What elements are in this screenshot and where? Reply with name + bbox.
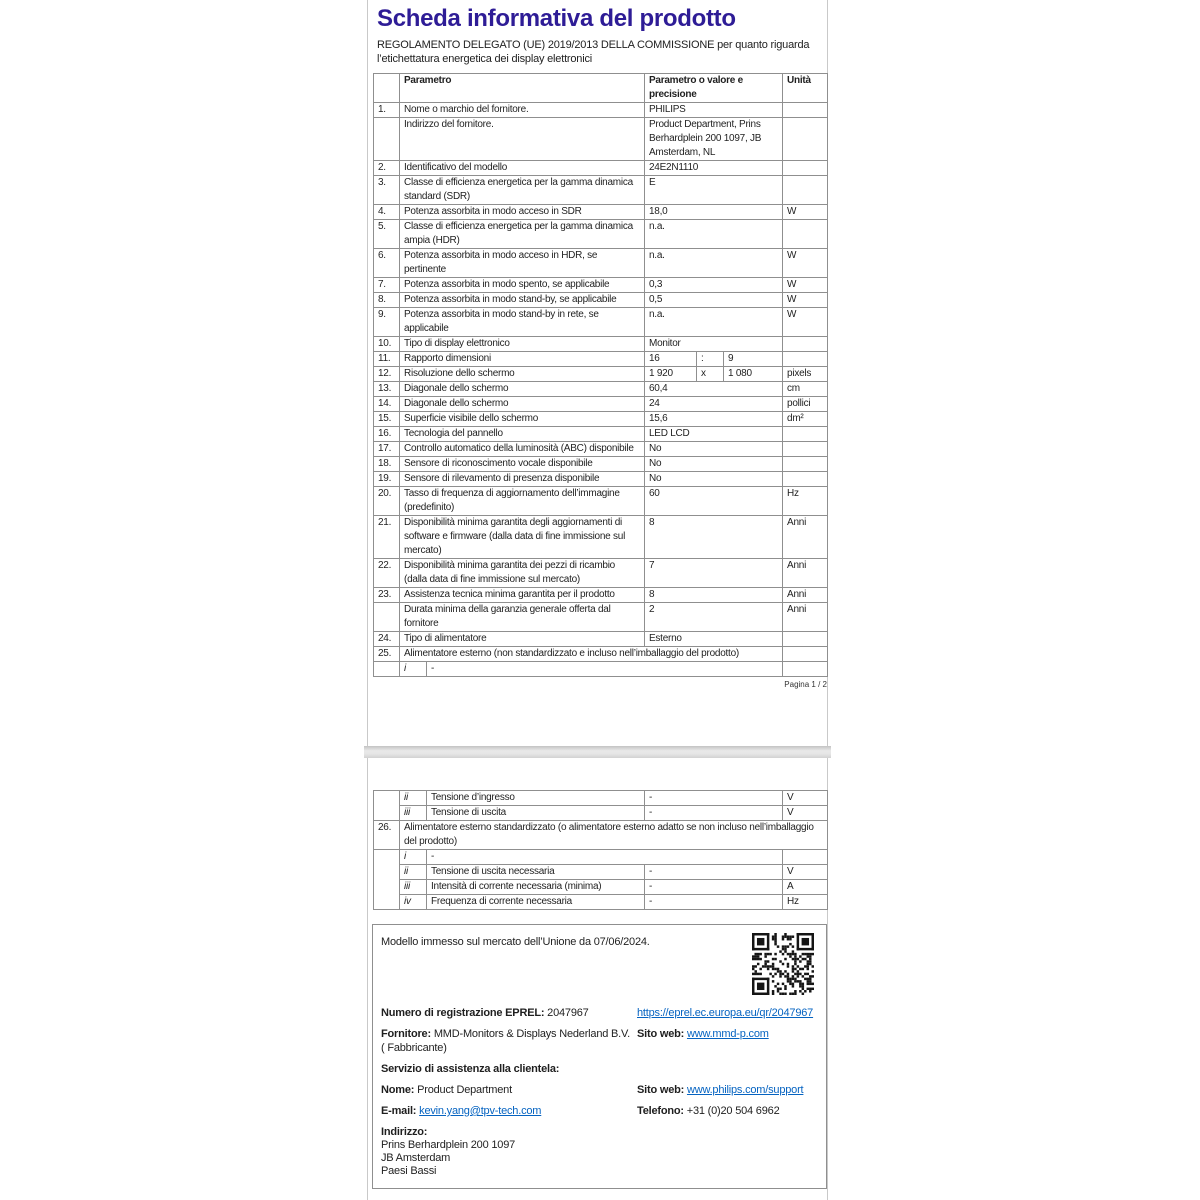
value-cell: No <box>645 472 783 487</box>
table-row <box>374 516 828 559</box>
row-num: 19. <box>374 472 400 487</box>
value-cell: - <box>427 662 783 677</box>
row-num <box>374 850 400 910</box>
param-cell: Potenza assorbita in modo acceso in HDR, se pertinente <box>400 249 645 278</box>
website1-label: Sito web: <box>637 1028 685 1040</box>
name-label: Nome: <box>381 1084 415 1096</box>
table-row <box>374 118 828 161</box>
eprel-label: Numero di registrazione EPREL: <box>381 1007 545 1019</box>
value-cell: 0,3 <box>645 278 783 293</box>
row-num: 23. <box>374 588 400 603</box>
address-line-1: Prins Berhardplein 200 1097 <box>381 1139 516 1151</box>
value-cell: 0,5 <box>645 293 783 308</box>
table-row <box>374 588 828 603</box>
phone-label: Telefono: <box>637 1105 684 1117</box>
row-num: 13. <box>374 382 400 397</box>
email-link[interactable]: kevin.yang@tpv-tech.com <box>419 1105 542 1117</box>
page-separator <box>364 746 831 758</box>
website1-cell <box>637 1027 818 1055</box>
value-cell: n.a. <box>645 308 783 337</box>
table-row <box>374 791 828 806</box>
page-title: Scheda informativa del prodotto <box>377 5 736 32</box>
unit-cell: W <box>783 293 828 308</box>
row-num: 21. <box>374 516 400 559</box>
table-header-row <box>374 74 828 103</box>
header-unit: Unità <box>783 74 828 103</box>
table-row <box>374 865 828 880</box>
product-fiche-table-page1 <box>373 73 828 677</box>
row-num <box>374 118 400 161</box>
unit-cell: dm² <box>783 412 828 427</box>
qr-code <box>752 933 814 995</box>
unit-cell <box>783 850 828 865</box>
table-row <box>374 278 828 293</box>
value-cell: n.a. <box>645 249 783 278</box>
website1-link[interactable]: www.mmd-p.com <box>686 1028 769 1040</box>
unit-cell <box>783 427 828 442</box>
value-cell: - <box>645 865 783 880</box>
eprel-value: 2047967 <box>547 1007 589 1019</box>
unit-cell: V <box>783 791 828 806</box>
table-row <box>374 367 828 382</box>
row-num: 3. <box>374 176 400 205</box>
address-line-3: Paesi Bassi <box>381 1165 437 1177</box>
row-num: 22. <box>374 559 400 588</box>
value-cell: 60 <box>645 487 783 516</box>
param-cell: Superficie visibile dello schermo <box>400 412 645 427</box>
value-cell: - <box>645 880 783 895</box>
table-row <box>374 412 828 427</box>
eprel-link-cell <box>637 1006 818 1020</box>
row-num: 11. <box>374 352 400 367</box>
value-cell: LED LCD <box>645 427 783 442</box>
table-row <box>374 161 828 176</box>
page-number: Pagina 1 / 2 <box>784 680 827 689</box>
value-cell-a: 1 920 <box>645 367 697 382</box>
address-line-2: JB Amsterdam <box>381 1152 451 1164</box>
phone-cell <box>637 1104 818 1118</box>
phone-value: +31 (0)20 504 6962 <box>686 1105 780 1117</box>
name-value: Product Department <box>417 1084 512 1096</box>
param-cell: Intensità di corrente necessaria (minima) <box>427 880 645 895</box>
value-cell: 60,4 <box>645 382 783 397</box>
sub-num: ii <box>400 791 427 806</box>
param-cell: Diagonale dello schermo <box>400 382 645 397</box>
param-cell: Tensione di uscita necessaria <box>427 865 645 880</box>
param-cell: Tensione d’ingresso <box>427 791 645 806</box>
table-row <box>374 632 828 647</box>
value-cell: Monitor <box>645 337 783 352</box>
document-page-2 <box>367 758 828 1200</box>
table-row <box>374 472 828 487</box>
unit-cell: A <box>783 880 828 895</box>
row-num: 25. <box>374 647 400 662</box>
param-cell: Frequenza di corrente necessaria <box>427 895 645 910</box>
sub-num: iii <box>400 806 427 821</box>
param-cell: Risoluzione dello schermo <box>400 367 645 382</box>
sub-num: iv <box>400 895 427 910</box>
table-row <box>374 662 828 677</box>
row-num: 2. <box>374 161 400 176</box>
unit-cell <box>783 176 828 205</box>
param-cell: Sensore di rilevamento di presenza disponibile <box>400 472 645 487</box>
row-num: 9. <box>374 308 400 337</box>
table-row <box>374 308 828 337</box>
row-num: 5. <box>374 220 400 249</box>
address-label: Indirizzo: <box>381 1126 428 1138</box>
header-empty <box>374 74 400 103</box>
supplier-value: MMD-Monitors & Displays Nederland B.V. ( Fabbricante) <box>381 1028 630 1054</box>
param-cell: Potenza assorbita in modo stand-by, se applicabile <box>400 293 645 308</box>
unit-cell: W <box>783 249 828 278</box>
row-num: 24. <box>374 632 400 647</box>
row-num: 26. <box>374 821 400 850</box>
unit-cell: W <box>783 308 828 337</box>
unit-cell <box>783 161 828 176</box>
table-row <box>374 220 828 249</box>
param-cell: Tipo di display elettronico <box>400 337 645 352</box>
table-row <box>374 821 828 850</box>
unit-cell: W <box>783 278 828 293</box>
website2-label: Sito web: <box>637 1084 685 1096</box>
param-cell: Indirizzo del fornitore. <box>400 118 645 161</box>
value-separator: : <box>697 352 724 367</box>
span-cell: Alimentatore esterno (non standardizzato e incluso nell’imballaggio del prodotto) <box>400 647 783 662</box>
row-num: 14. <box>374 397 400 412</box>
row-num <box>374 791 400 821</box>
unit-cell <box>783 662 828 677</box>
param-cell: Tecnologia del pannello <box>400 427 645 442</box>
document-page-1 <box>367 0 828 746</box>
customer-service-heading: Servizio di assistenza alla clientela: <box>381 1063 560 1075</box>
name-cell <box>381 1083 631 1097</box>
value-cell: 24 <box>645 397 783 412</box>
header-param: Parametro <box>400 74 645 103</box>
value-cell: PHILIPS <box>645 103 783 118</box>
param-cell: Durata minima della garanzia generale offerta dal fornitore <box>400 603 645 632</box>
param-cell: Potenza assorbita in modo spento, se applicabile <box>400 278 645 293</box>
row-num: 10. <box>374 337 400 352</box>
param-cell: Tipo di alimentatore <box>400 632 645 647</box>
table-row <box>374 352 828 367</box>
value-cell: - <box>645 895 783 910</box>
value-cell: 8 <box>645 516 783 559</box>
website2-cell <box>637 1083 818 1097</box>
param-cell: Controllo automatico della luminosità (ABC) disponibile <box>400 442 645 457</box>
value-cell: 7 <box>645 559 783 588</box>
row-num: 18. <box>374 457 400 472</box>
row-num: 7. <box>374 278 400 293</box>
param-cell: Assistenza tecnica minima garantita per il prodotto <box>400 588 645 603</box>
table-row <box>374 457 828 472</box>
param-cell: Potenza assorbita in modo acceso in SDR <box>400 205 645 220</box>
param-cell: Sensore di riconoscimento vocale disponibile <box>400 457 645 472</box>
table-row <box>374 442 828 457</box>
param-cell: Nome o marchio del fornitore. <box>400 103 645 118</box>
table-row <box>374 293 828 308</box>
table-row <box>374 337 828 352</box>
table-row <box>374 806 828 821</box>
supplier-label: Fornitore: <box>381 1028 431 1040</box>
param-cell: Classe di efficienza energetica per la gamma dinamica standard (SDR) <box>400 176 645 205</box>
table-row <box>374 103 828 118</box>
param-cell: Disponibilità minima garantita degli aggiornamenti di software e firmware (dalla data di fine immissione sul mercato) <box>400 516 645 559</box>
unit-cell <box>783 337 828 352</box>
table-row <box>374 397 828 412</box>
row-num: 6. <box>374 249 400 278</box>
eprel-link[interactable]: https://eprel.ec.europa.eu/qr/2047967 <box>637 1007 814 1019</box>
value-cell: n.a. <box>645 220 783 249</box>
span-cell: Alimentatore esterno standardizzato (o alimentatore esterno adatto se non incluso nell’imballaggio del prodotto) <box>400 821 828 850</box>
unit-cell: Anni <box>783 516 828 559</box>
value-cell: - <box>645 791 783 806</box>
table-row <box>374 487 828 516</box>
header-value: Parametro o valore e precisione <box>645 74 783 103</box>
table-row <box>374 382 828 397</box>
unit-cell: V <box>783 806 828 821</box>
doc-subtitle: REGOLAMENTO DELEGATO (UE) 2019/2013 DELLA COMMISSIONE per quanto riguarda l’etichettatura energetica dei display elettronici <box>377 39 810 65</box>
eprel-registration <box>381 1006 631 1020</box>
row-num: 20. <box>374 487 400 516</box>
table-row <box>374 249 828 278</box>
param-cell: Diagonale dello schermo <box>400 397 645 412</box>
sub-num: i <box>400 662 427 677</box>
sub-num: iii <box>400 880 427 895</box>
unit-cell: pollici <box>783 397 828 412</box>
email-label: E-mail: <box>381 1105 417 1117</box>
unit-cell <box>783 220 828 249</box>
value-separator: x <box>697 367 724 382</box>
param-cell: Identificativo del modello <box>400 161 645 176</box>
row-num: 16. <box>374 427 400 442</box>
table-row <box>374 427 828 442</box>
supplier-info-box <box>372 924 827 1189</box>
row-num: 12. <box>374 367 400 382</box>
value-cell: 2 <box>645 603 783 632</box>
website2-link[interactable]: www.philips.com/support <box>686 1084 804 1096</box>
supplier-cell <box>381 1027 631 1055</box>
unit-cell: cm <box>783 382 828 397</box>
unit-cell <box>783 647 828 662</box>
table-row <box>374 176 828 205</box>
param-cell: Rapporto dimensioni <box>400 352 645 367</box>
email-cell <box>381 1104 631 1118</box>
unit-cell <box>783 118 828 161</box>
address-block <box>381 1125 818 1178</box>
table-row <box>374 559 828 588</box>
row-num: 1. <box>374 103 400 118</box>
table-row <box>374 205 828 220</box>
unit-cell: W <box>783 205 828 220</box>
value-cell-a: 16 <box>645 352 697 367</box>
row-num <box>374 662 400 677</box>
value-cell: 18,0 <box>645 205 783 220</box>
market-entry-note: Modello immesso sul mercato dell’Unione da 07/06/2024. <box>381 936 650 948</box>
value-cell: E <box>645 176 783 205</box>
unit-cell <box>783 472 828 487</box>
param-cell: Classe di efficienza energetica per la gamma dinamica ampia (HDR) <box>400 220 645 249</box>
unit-cell: Hz <box>783 895 828 910</box>
unit-cell: Hz <box>783 487 828 516</box>
row-num <box>374 603 400 632</box>
value-cell: No <box>645 442 783 457</box>
unit-cell <box>783 457 828 472</box>
unit-cell <box>783 103 828 118</box>
unit-cell: pixels <box>783 367 828 382</box>
unit-cell: Anni <box>783 603 828 632</box>
value-cell: - <box>645 806 783 821</box>
unit-cell <box>783 442 828 457</box>
value-cell: Esterno <box>645 632 783 647</box>
row-num: 15. <box>374 412 400 427</box>
unit-cell: V <box>783 865 828 880</box>
row-num: 4. <box>374 205 400 220</box>
unit-cell: Anni <box>783 559 828 588</box>
value-cell: No <box>645 457 783 472</box>
value-cell: 24E2N1110 <box>645 161 783 176</box>
value-cell-b: 1 080 <box>724 367 783 382</box>
param-cell: Disponibilità minima garantita dei pezzi di ricambio (dalla data di fine immissione sul mercato) <box>400 559 645 588</box>
value-cell: Product Department, Prins Berhardplein 200 1097, JB Amsterdam, NL <box>645 118 783 161</box>
value-cell: 15,6 <box>645 412 783 427</box>
value-cell: - <box>427 850 783 865</box>
unit-cell <box>783 632 828 647</box>
table-row <box>374 603 828 632</box>
param-cell: Tasso di frequenza di aggiornamento dell’immagine (predefinito) <box>400 487 645 516</box>
table-row <box>374 895 828 910</box>
row-num: 17. <box>374 442 400 457</box>
table-row <box>374 850 828 865</box>
value-cell: 8 <box>645 588 783 603</box>
sub-num: i <box>400 850 427 865</box>
unit-cell <box>783 352 828 367</box>
product-fiche-table-page2 <box>373 790 828 910</box>
param-cell: Tensione di uscita <box>427 806 645 821</box>
unit-cell: Anni <box>783 588 828 603</box>
sub-num: ii <box>400 865 427 880</box>
param-cell: Potenza assorbita in modo stand-by in rete, se applicabile <box>400 308 645 337</box>
table-row <box>374 880 828 895</box>
value-cell-b: 9 <box>724 352 783 367</box>
row-num: 8. <box>374 293 400 308</box>
table-row <box>374 647 828 662</box>
